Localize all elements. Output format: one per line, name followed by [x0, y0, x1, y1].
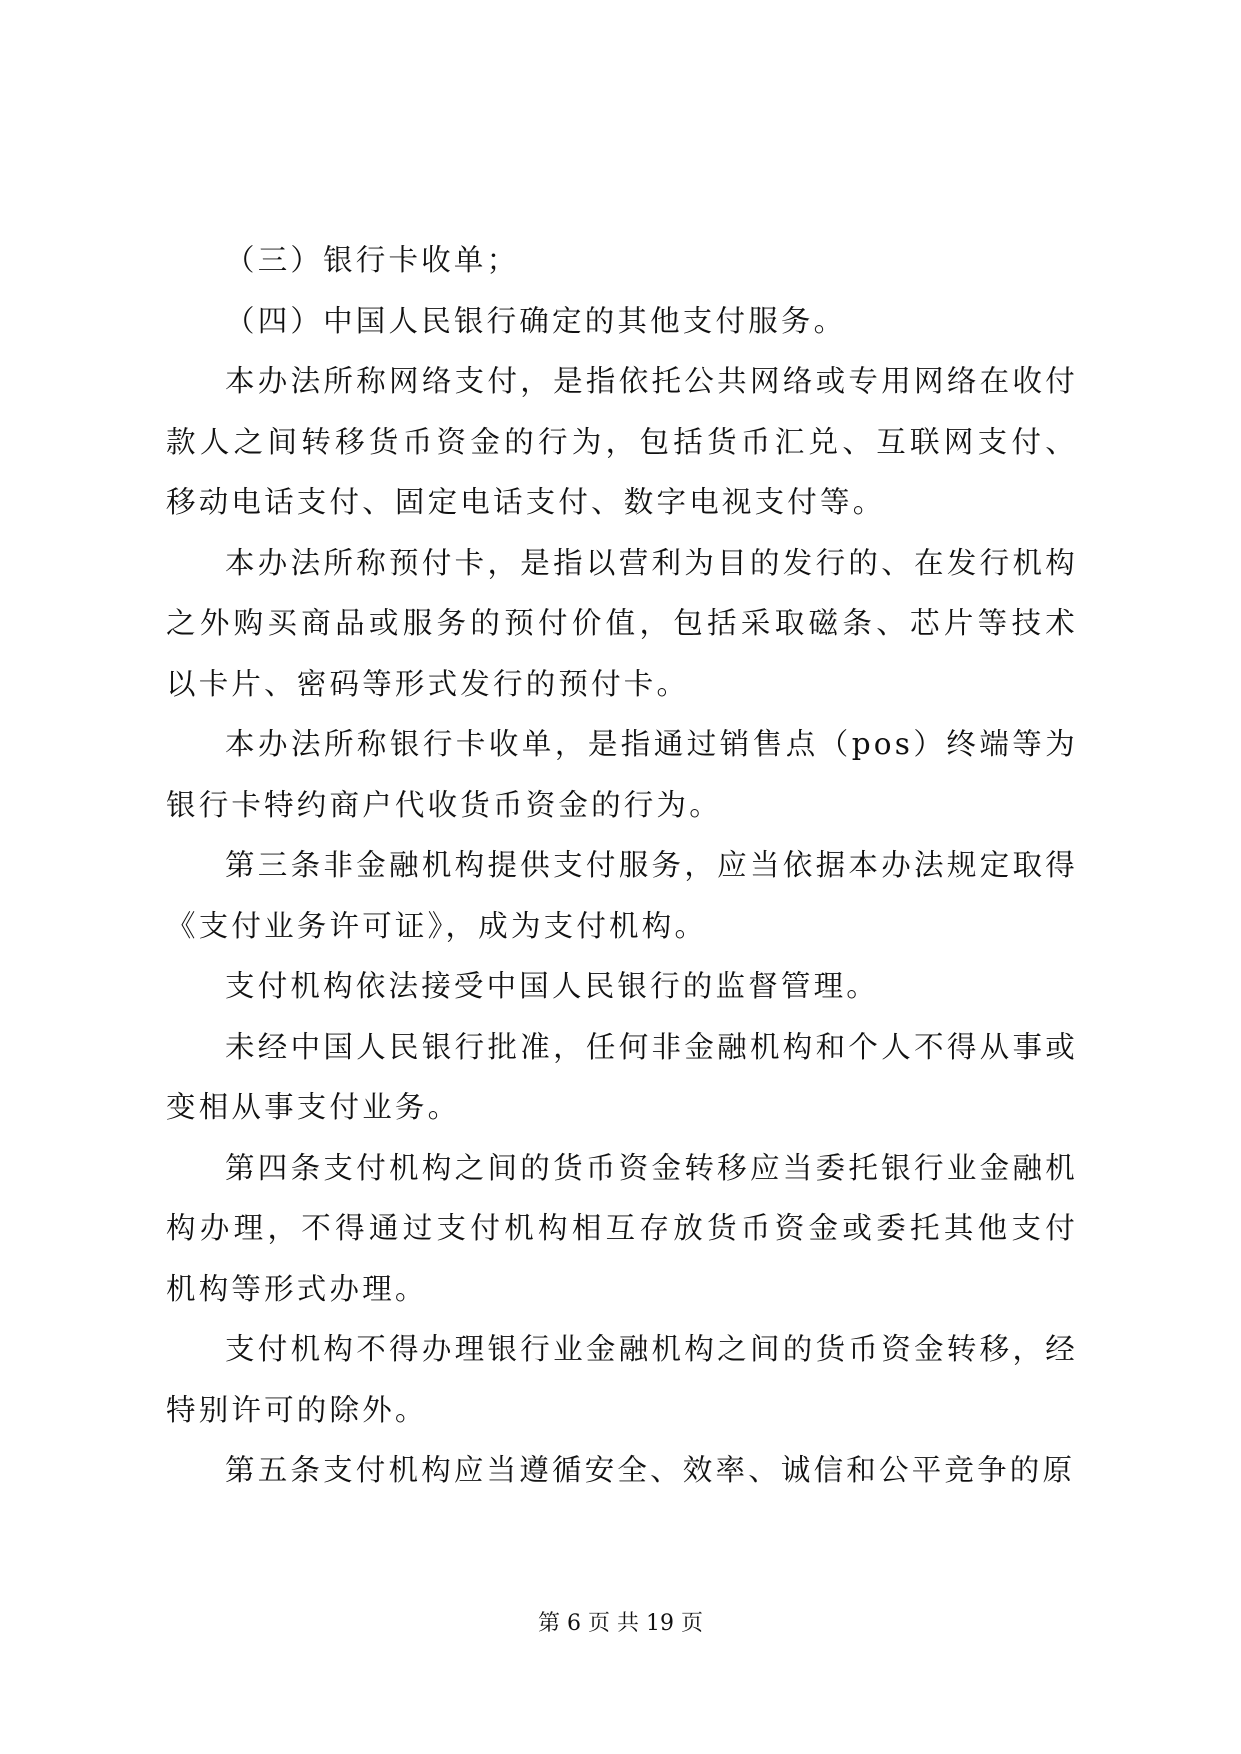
paragraph: 支付机构依法接受中国人民银行的监督管理。 [225, 969, 880, 1003]
paragraph: （四）中国人民银行确定的其他支付服务。 [225, 303, 847, 338]
document-body [166, 230, 1078, 1501]
paragraph: （三）银行卡收单； [225, 243, 520, 277]
page-number: 第 6 页 共 19 页 [538, 1611, 703, 1636]
paragraph: 第三条非金融机构提供支付服务，应当依据本办法规定取得《支付业务许可证》，成为支付机构。 [166, 848, 1078, 943]
paragraph: 未经中国人民银行批准，任何非金融机构和个人不得从事或变相从事支付业务。 [166, 1029, 1078, 1124]
paragraph: 本办法所称预付卡，是指以营利为目的发行的、在发行机构之外购买商品或服务的预付价值，包括采取磁条、芯片等技术以卡片、密码等形式发行的预付卡。 [166, 545, 1078, 701]
paragraph: 本办法所称银行卡收单，是指通过销售点（pos）终端等为银行卡特约商户代收货币资金的行为。 [166, 727, 1078, 822]
paragraph: 第四条支付机构之间的货币资金转移应当委托银行业金融机构办理，不得通过支付机构相互存放货币资金或委托其他支付机构等形式办理。 [166, 1150, 1078, 1306]
paragraph: 支付机构不得办理银行业金融机构之间的货币资金转移，经特别许可的除外。 [166, 1332, 1078, 1427]
paragraph: 第五条支付机构应当遵循安全、效率、诚信和公平竞争的原 [225, 1453, 1076, 1487]
page-footer [0, 1609, 1241, 1639]
paragraph: 本办法所称网络支付，是指依托公共网络或专用网络在收付款人之间转移货币资金的行为，包括货币汇兑、互联网支付、移动电话支付、固定电话支付、数字电视支付等。 [166, 364, 1078, 519]
